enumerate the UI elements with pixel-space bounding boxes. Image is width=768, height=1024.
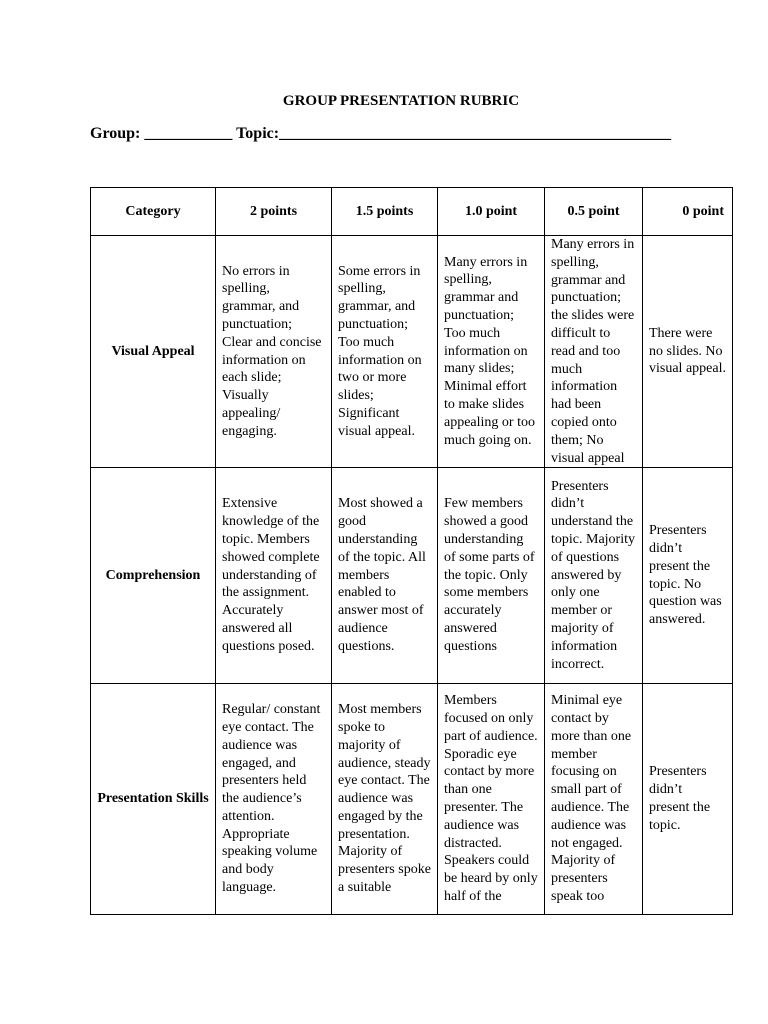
criteria-text: Members focused on only part of audience. Sporadic eye contact by more than one presenter. The audience was distracted. Speakers could be heard by only half of the	[444, 693, 538, 904]
criteria-text: Extensive knowledge of the topic. Members showed complete understanding of the assignment. Accurately answered all questions posed.	[222, 496, 320, 654]
header-0-5-point: 0.5 point	[545, 188, 643, 236]
group-topic-line: Group: ___________ Topic:_________________________________________________	[90, 125, 672, 142]
criteria-cell	[643, 236, 733, 468]
table-row-presentation-skills	[91, 684, 733, 915]
criteria-text: Presenters didn’t present the topic.	[649, 764, 711, 833]
criteria-text: Most showed a good understanding of the topic. All members enabled to answer most of audience questions.	[338, 496, 426, 654]
criteria-cell	[545, 468, 643, 684]
criteria-text: Presenters didn’t present the topic. No question was answered.	[649, 523, 722, 628]
header-1-0-point: 1.0 point	[438, 188, 545, 236]
criteria-text: Many errors in spelling, grammar and punctuation; Too much information on many slides; Minimal effort to make slides appealing or too much going on.	[444, 254, 535, 448]
rubric-table	[90, 187, 733, 915]
criteria-text: Some errors in spelling, grammar, and punctuation; Too much information on two or more slides; Significant visual appeal.	[338, 263, 422, 439]
criteria-text: Most members spoke to majority of audience, steady eye contact. The audience was engaged by the presentation. Majority of presenters spoke a suitable	[338, 702, 431, 896]
header-0-point: 0 point	[643, 188, 733, 236]
criteria-text: No errors in spelling, grammar, and punctuation; Clear and concise information on each slide; Visually appealing/ engaging.	[222, 263, 322, 439]
criteria-cell	[438, 684, 545, 915]
criteria-cell	[545, 684, 643, 915]
document-title: GROUP PRESENTATION RUBRIC	[282, 93, 520, 109]
header-1-5-points: 1.5 points	[332, 188, 438, 236]
criteria-text: Presenters didn’t understand the topic. Majority of questions answered by only one member or majority of information incorrect.	[551, 478, 635, 672]
table-row-visual-appeal	[91, 236, 733, 468]
criteria-text: Minimal eye contact by more than one member focusing on small part of audience. The audience was not engaged. Majority of presenters speak too	[551, 693, 632, 904]
criteria-cell	[332, 468, 438, 684]
criteria-text: There were no slides. No visual appeal.	[649, 325, 726, 377]
criteria-cell	[332, 684, 438, 915]
criteria-cell	[332, 236, 438, 468]
criteria-cell	[216, 684, 332, 915]
criteria-cell	[216, 236, 332, 468]
criteria-cell	[545, 236, 643, 468]
header-category: Category	[91, 188, 216, 236]
criteria-cell	[438, 236, 545, 468]
header-2-points: 2 points	[216, 188, 332, 236]
criteria-cell	[438, 468, 545, 684]
category-visual-appeal: Visual Appeal	[91, 236, 216, 468]
criteria-cell	[643, 684, 733, 915]
category-presentation-skills: Presentation Skills	[91, 684, 216, 915]
criteria-text: Many errors in spelling, grammar and punctuation; the slides were difficult to read and too much information had been copied onto them; No visual appeal	[551, 237, 635, 466]
header-row	[91, 188, 733, 236]
criteria-cell	[643, 468, 733, 684]
category-comprehension: Comprehension	[91, 468, 216, 684]
table-row-comprehension	[91, 468, 733, 684]
criteria-text: Regular/ constant eye contact. The audience was engaged, and presenters held the audience’s attention. Appropriate speaking volume and body language.	[222, 702, 321, 896]
criteria-text: Few members showed a good understanding of some parts of the topic. Only some members accurately answered questions	[444, 496, 535, 654]
criteria-cell	[216, 468, 332, 684]
